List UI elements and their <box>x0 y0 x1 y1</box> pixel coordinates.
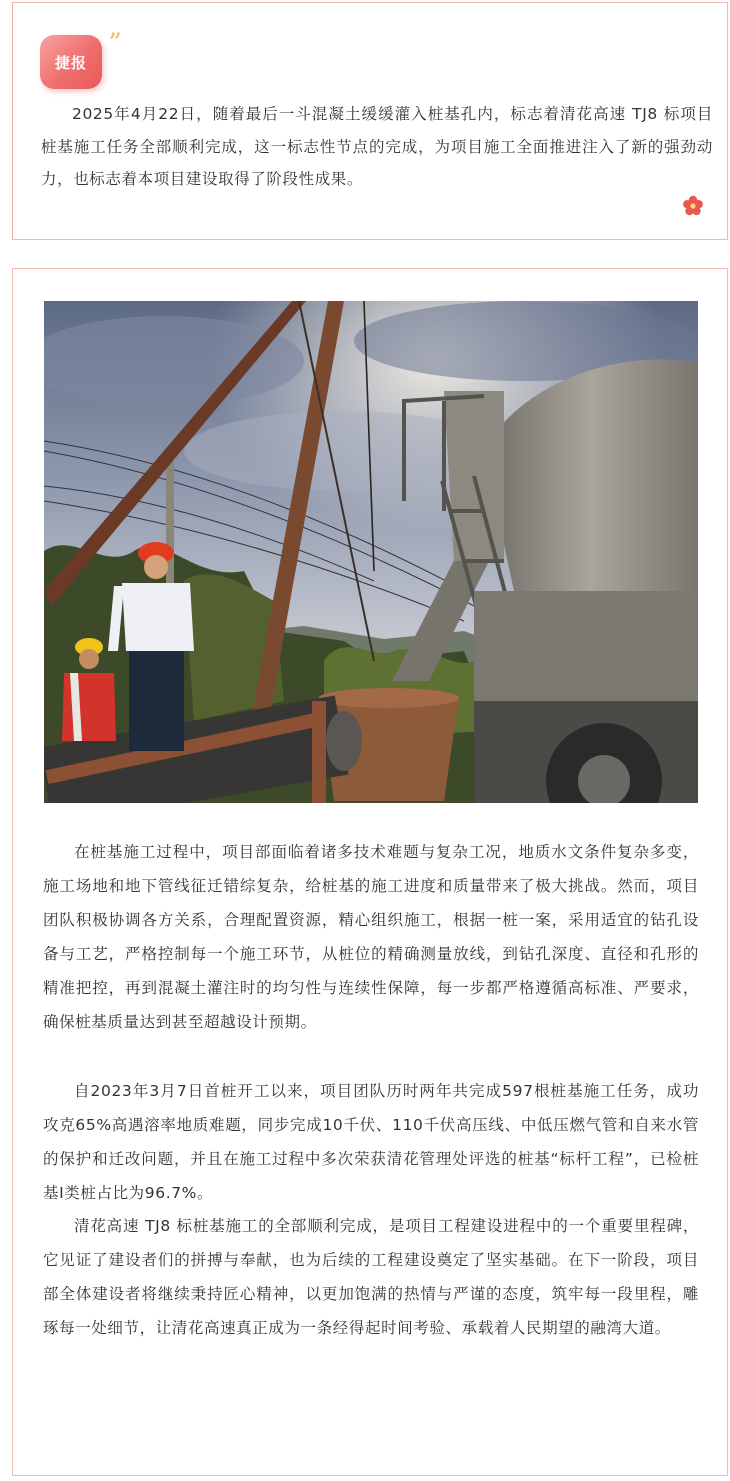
news-badge <box>40 35 102 89</box>
article-paragraph: 自2023年3月7日首桩开工以来，项目团队历时两年共完成597根桩基施工任务，成功攻克65%高遇溶率地质难题，同步完成10千伏、110千伏高压线、中低压燃气管和自来水管的保护和迁改问题，并且在施工过程中多次荣获清花管理处评选的桩基“标杆工程”，已检桩基I类桩占比为96.7%。 <box>43 1082 699 1202</box>
flower-icon <box>682 195 704 217</box>
article-paragraph: 清花高速 TJ8 标桩基施工的全部顺利完成，是项目工程建设进程中的一个重要里程碑，它见证了建设者们的拼搏与奉献，也为后续的工程建设奠定了坚实基础。在下一阶段，项目部全体建设者将继续秉持匠心精神，以更加饱满的热情与严谨的态度，筑牢每一段里程，雕琢每一处细节，让清花高速真正成为一条经得起时间考验、承载着人民期望的融湾大道。 <box>43 1217 699 1337</box>
article-paragraph: 在桩基施工过程中，项目部面临着诸多技术难题与复杂工况，地质水文条件复杂多变，施工场地和地下管线征迁错综复杂，给桩基的施工进度和质量带来了极大挑战。然而，项目团队积极协调各方关系，合理配置资源，精心组织施工，根据一桩一案，采用适宜的钻孔设备与工艺，严格控制每一个施工环节，从桩位的精确测量放线，到钻孔深度、直径和孔形的精准把控，再到混凝土灌注时的均匀性与连续性保障，每一步都严格遵循高标准、严要求，确保桩基质量达到甚至超越设计预期。 <box>43 843 699 1031</box>
intro-card <box>12 2 728 240</box>
article-card <box>12 268 728 1476</box>
quote-icon: ” <box>109 29 122 55</box>
intro-paragraph: 2025年4月22日，随着最后一斗混凝土缓缓灌入桩基孔内，标志着清花高速 TJ8 标项目桩基施工任务全部顺利完成，这一标志性节点的完成，为项目施工全面推进注入了新的强劲动力，也标志着本项目建设取得了阶段性成果。 <box>41 105 713 188</box>
badge-label: 捷报 <box>54 54 87 72</box>
construction-photo <box>44 301 698 803</box>
